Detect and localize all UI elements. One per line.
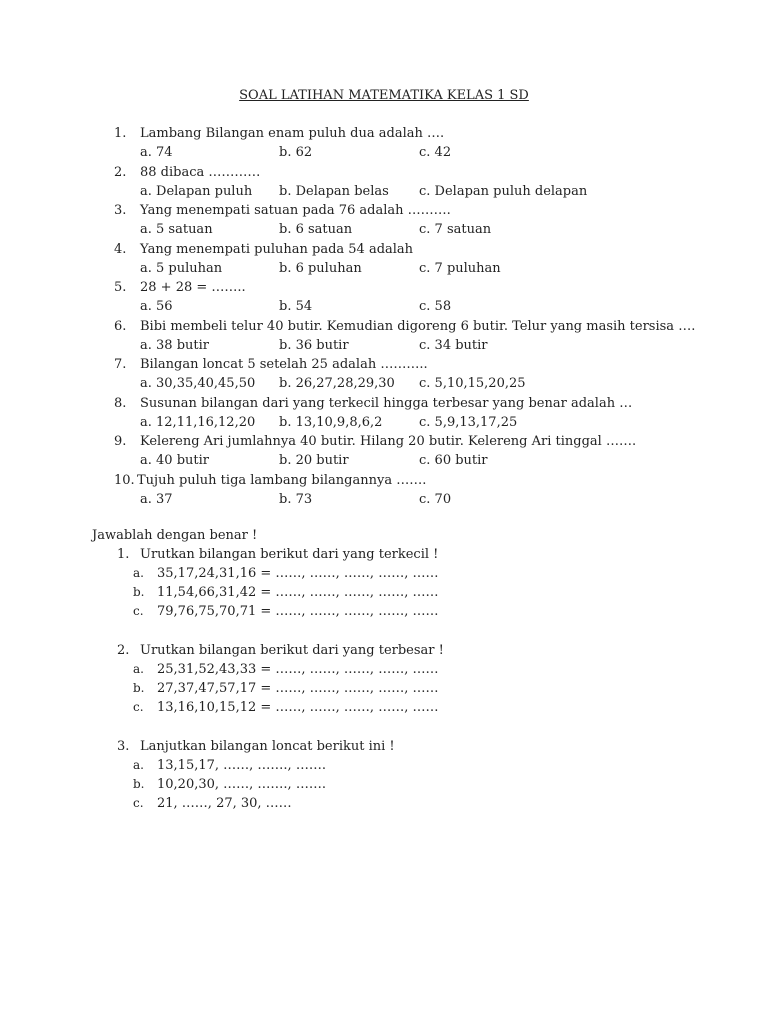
- option-a: a. Delapan puluh: [140, 183, 253, 199]
- section-instruction: Lanjutkan bilangan loncat berikut ini !: [140, 739, 395, 754]
- section-number: 2.: [117, 643, 130, 658]
- essay-item: [0, 775, 768, 794]
- question-stem: 88 dibaca …………: [140, 164, 261, 180]
- question-stem: Bilangan loncat 5 setelah 25 adalah ………..: [140, 357, 428, 372]
- item-letter: b.: [133, 777, 145, 791]
- item-text: 25,31,52,43,33 = ……, ……, ……, ……, ……: [157, 662, 439, 677]
- item-letter: a.: [133, 566, 144, 580]
- item-letter: c.: [133, 700, 144, 714]
- option-b: b. 73: [279, 491, 313, 507]
- question-8: [0, 394, 768, 433]
- section-number: 1.: [117, 547, 130, 562]
- option-c: c. 70: [419, 491, 452, 507]
- question-stem: Lambang Bilangan enam puluh dua adalah ….: [140, 126, 445, 141]
- question-5: [0, 278, 768, 317]
- option-a: a. 30,35,40,45,50: [140, 376, 256, 391]
- item-letter: b.: [133, 681, 145, 695]
- option-c: c. 5,10,15,20,25: [419, 376, 526, 391]
- option-b: b. 6 puluhan: [279, 260, 362, 276]
- option-b: b. 13,10,9,8,6,2: [279, 414, 383, 430]
- essay-heading: Jawablah dengan benar !: [92, 528, 258, 543]
- question-stem: 28 + 28 = ……..: [140, 280, 246, 295]
- question-1: [0, 124, 768, 163]
- question-number: 4.: [114, 241, 127, 257]
- question-number: 10.: [114, 472, 135, 488]
- essay-item: [0, 756, 768, 775]
- essay-item: [0, 679, 768, 698]
- question-10: [0, 471, 768, 510]
- section-instruction: Urutkan bilangan berikut dari yang terbesar !: [140, 643, 444, 658]
- option-a: a. 5 puluhan: [140, 260, 223, 276]
- option-b: b. 26,27,28,29,30: [279, 376, 395, 391]
- option-b: b. 36 butir: [279, 337, 349, 353]
- section-number: 3.: [117, 739, 130, 754]
- item-letter: a.: [133, 662, 144, 676]
- question-number: 3.: [114, 203, 127, 218]
- question-stem: Susunan bilangan dari yang terkecil hingga terbesar yang benar adalah …: [140, 395, 633, 411]
- item-letter: b.: [133, 585, 145, 599]
- option-a: a. 38 butir: [140, 337, 209, 353]
- section-instruction: Urutkan bilangan berikut dari yang terkecil !: [140, 547, 439, 562]
- option-c: c. 58: [419, 299, 452, 314]
- option-b: b. Delapan belas: [279, 183, 389, 199]
- question-stem: Tujuh puluh tiga lambang bilangannya …….: [137, 472, 427, 488]
- item-letter: c.: [133, 796, 144, 810]
- item-text: 11,54,66,31,42 = ……, ……, ……, ……, ……: [157, 585, 439, 600]
- option-c: c. Delapan puluh delapan: [419, 183, 588, 199]
- option-c: c. 5,9,13,17,25: [419, 414, 518, 430]
- question-stem: Kelereng Ari jumlahnya 40 butir. Hilang 20 butir. Kelereng Ari tinggal …….: [140, 434, 637, 449]
- option-b: b. 54: [279, 299, 313, 314]
- option-a: a. 74: [140, 145, 173, 160]
- option-b: b. 20 butir: [279, 453, 349, 468]
- question-number: 8.: [114, 395, 127, 411]
- question-2: [0, 163, 768, 202]
- option-a: a. 56: [140, 299, 173, 314]
- option-a: a. 5 satuan: [140, 222, 213, 237]
- question-3: [0, 201, 768, 240]
- item-text: 10,20,30, ……, ……., …….: [157, 777, 326, 792]
- item-letter: a.: [133, 758, 144, 772]
- question-stem: Bibi membeli telur 40 butir. Kemudian digoreng 6 butir. Telur yang masih tersisa ….: [140, 318, 696, 334]
- question-9: [0, 432, 768, 471]
- item-text: 13,15,17, ……, ……., …….: [157, 758, 326, 773]
- option-c: c. 7 satuan: [419, 222, 492, 237]
- question-number: 9.: [114, 434, 127, 449]
- item-text: 35,17,24,31,16 = ……, ……, ……, ……, ……: [157, 566, 439, 581]
- question-4: [0, 240, 768, 279]
- essay-item: [0, 698, 768, 717]
- question-stem: Yang menempati satuan pada 76 adalah ……….: [140, 203, 451, 218]
- question-7: [0, 355, 768, 394]
- option-c: c. 7 puluhan: [419, 260, 501, 276]
- question-6: [0, 317, 768, 356]
- option-b: b. 62: [279, 145, 313, 160]
- question-number: 6.: [114, 318, 127, 334]
- item-text: 27,37,47,57,17 = ……, ……, ……, ……, ……: [157, 681, 439, 696]
- question-stem: Yang menempati puluhan pada 54 adalah: [140, 241, 414, 257]
- essay-item: [0, 564, 768, 583]
- question-number: 1.: [114, 126, 127, 141]
- question-number: 5.: [114, 280, 127, 295]
- item-letter: c.: [133, 604, 144, 618]
- option-a: a. 40 butir: [140, 453, 209, 468]
- item-text: 79,76,75,70,71 = ……, ……, ……, ……, ……: [157, 604, 439, 619]
- option-b: b. 6 satuan: [279, 222, 353, 237]
- essay-item: [0, 583, 768, 602]
- multiple-choice-section: [0, 124, 768, 509]
- item-text: 13,16,10,15,12 = ……, ……, ……, ……, ……: [157, 700, 439, 715]
- option-a: a. 12,11,16,12,20: [140, 414, 256, 430]
- essay-item: [0, 602, 768, 621]
- item-text: 21, ……, 27, 30, ……: [157, 796, 292, 811]
- option-c: c. 60 butir: [419, 453, 488, 468]
- essay-item: [0, 794, 768, 813]
- question-number: 7.: [114, 357, 127, 372]
- option-a: a. 37: [140, 491, 173, 507]
- page-title: SOAL LATIHAN MATEMATIKA KELAS 1 SD: [239, 88, 529, 103]
- option-c: c. 34 butir: [419, 337, 488, 353]
- essay-item: [0, 660, 768, 679]
- option-c: c. 42: [419, 145, 452, 160]
- question-number: 2.: [114, 164, 127, 180]
